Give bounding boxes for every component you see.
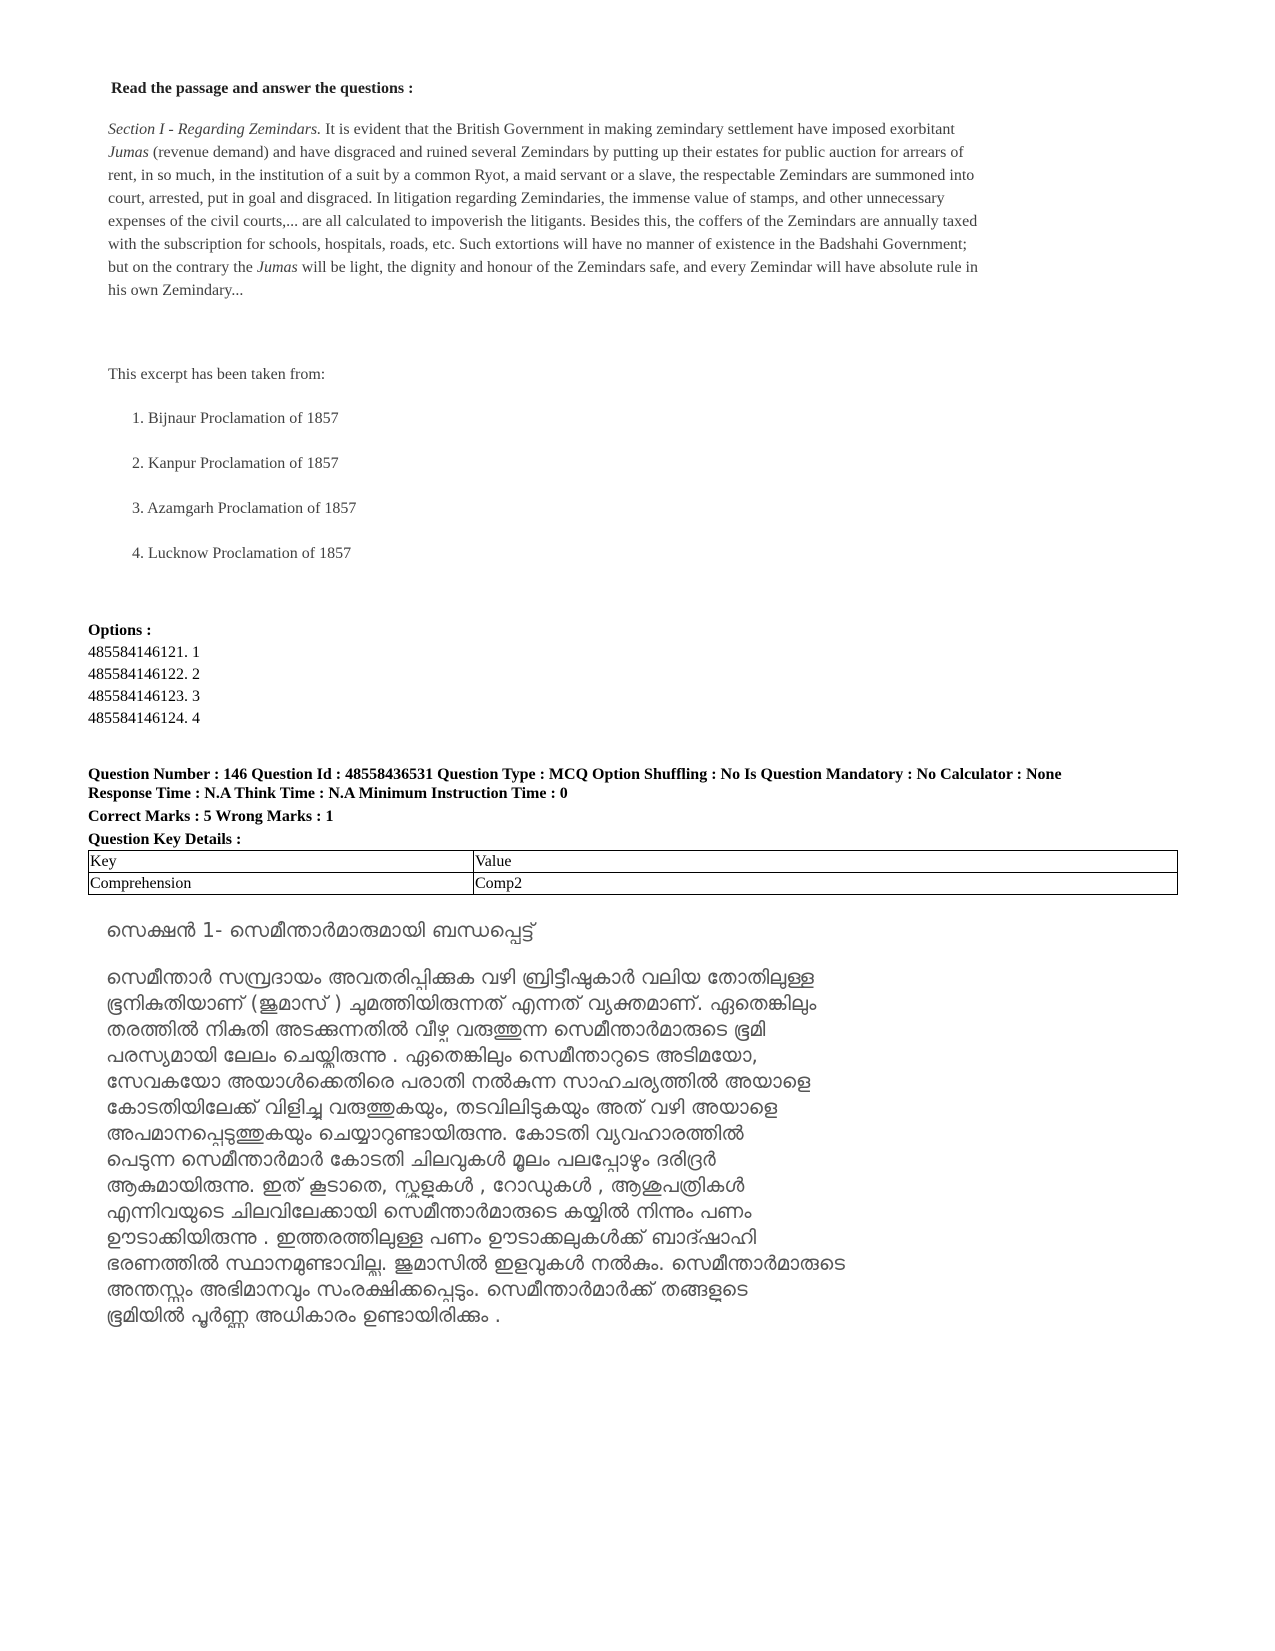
malayalam-line: ഭൂനികുതിയാണ് (ജുമാസ് ) ചുമത്തിയിരുന്നത് എന്നത് വ്യക്തമാണ്. ഏതെങ്കിലും bbox=[106, 991, 817, 1015]
table-header-value: Value bbox=[474, 851, 1178, 873]
malayalam-line: കോടതിയിലേക്ക് വിളിച്ചു വരുത്തുകയും, തടവിലിടുകയും അത് വഴി അയാളെ bbox=[106, 1095, 778, 1119]
option-item: 485584146123. 3 bbox=[88, 688, 200, 705]
passage-text-part1: It is evident that the British Government in making zemindary settlement have imposed exorbitant bbox=[321, 121, 955, 138]
passage-text bbox=[108, 118, 988, 302]
choice-item: 1. Bijnaur Proclamation of 1857 bbox=[132, 410, 339, 427]
malayalam-passage-image bbox=[106, 918, 986, 1328]
table-header-row bbox=[89, 851, 1178, 873]
passage-text-part3: will be light, the dignity and honour of the Zemindars safe, and every Zemindar will have absolute rule in his own Zemindary... bbox=[108, 259, 978, 299]
jumas-term-2: Jumas bbox=[256, 259, 298, 276]
malayalam-line: സെമീന്താർ സമ്പ്രദായം അവതരിപ്പിക്കുക വഴി ബ്രിട്ടീഷുകാർ വലിയ തോതിലുള്ള bbox=[106, 965, 814, 989]
option-item: 485584146122. 2 bbox=[88, 666, 200, 683]
options-block bbox=[88, 620, 200, 730]
choice-list bbox=[108, 408, 988, 564]
malayalam-line: അന്തസ്സും അഭിമാനവും സംരക്ഷിക്കപ്പെടും. സെമീന്താർമാർക്ക് തങ്ങളുടെ bbox=[106, 1277, 748, 1301]
question-marks: Correct Marks : 5 Wrong Marks : 1 bbox=[88, 808, 334, 825]
malayalam-line: ആകുമായിരുന്നു. ഇത് കൂടാതെ, സ്കൂളുകൾ , റോഡുകൾ , ആശുപത്രികൾ bbox=[106, 1173, 745, 1197]
choice-item: 3. Azamgarh Proclamation of 1857 bbox=[132, 500, 357, 517]
question-meta bbox=[88, 765, 1198, 849]
option-item: 485584146121. 1 bbox=[88, 644, 200, 661]
choice-item: 2. Kanpur Proclamation of 1857 bbox=[132, 455, 339, 472]
malayalam-line: അപമാനപ്പെടുത്തുകയും ചെയ്യാറുണ്ടായിരുന്നു. കോടതി വ്യവഹാരത്തിൽ bbox=[106, 1121, 744, 1145]
question-meta-line1: Question Number : 146 Question Id : 48558436531 Question Type : MCQ Option Shuffling : No Is Question Mandatory : No Calculator : None bbox=[88, 766, 1062, 783]
english-passage-image bbox=[108, 80, 988, 564]
section-label: Section I - Regarding Zemindars. bbox=[108, 121, 322, 138]
options-label: Options : bbox=[88, 622, 152, 639]
table-cell-key: Comprehension bbox=[89, 873, 474, 895]
malayalam-line: ഊടാക്കിയിരുന്നു . ഇത്തരത്തിലുള്ള പണം ഊടാക്കലുകൾക്ക് ബാദ്ഷാഹി bbox=[106, 1225, 757, 1249]
key-value-table bbox=[88, 850, 1178, 895]
malayalam-line: പരസ്യമായി ലേലം ചെയ്തിരുന്നു . ഏതെങ്കിലും സെമീന്താറുടെ അടിമയോ, bbox=[106, 1043, 758, 1067]
option-item: 485584146124. 4 bbox=[88, 710, 200, 727]
passage-heading: Read the passage and answer the questions : bbox=[111, 80, 414, 97]
excerpt-prompt: This excerpt has been taken from: bbox=[108, 366, 326, 383]
table-cell-value: Comp2 bbox=[474, 873, 1178, 895]
table-header-key: Key bbox=[89, 851, 474, 873]
malayalam-line: ഭരണത്തിൽ സ്ഥാനമുണ്ടാവില്ല. ജുമാസിൽ ഇളവുകൾ നൽകും. സെമീന്താർമാരുടെ bbox=[106, 1251, 845, 1275]
malayalam-line: ഭൂമിയിൽ പൂർണ്ണ അധികാരം ഉണ്ടായിരിക്കും . bbox=[106, 1303, 501, 1327]
jumas-term-1: Jumas bbox=[108, 144, 149, 161]
malayalam-line: തരത്തിൽ നികുതി അടക്കുന്നതിൽ വീഴ്ച വരുത്തുന്ന സെമീന്താർമാരുടെ ഭൂമി bbox=[106, 1017, 766, 1041]
malayalam-heading: സെക്ഷൻ 1- സെമീന്താർമാരുമായി ബന്ധപ്പെട്ട് bbox=[106, 918, 535, 942]
malayalam-line: പെടുന്ന സെമീന്താർമാർ കോടതി ചിലവുകൾ മൂലം പലപ്പോഴും ദരിദ്രർ bbox=[106, 1147, 716, 1171]
malayalam-line: എന്നിവയുടെ ചിലവിലേക്കായി സെമീന്താർമാരുടെ കയ്യിൽ നിന്നും പണം bbox=[106, 1199, 752, 1223]
malayalam-line: സേവകയോ അയാൾക്കെതിരെ പരാതി നൽകുന്ന സാഹചര്യത്തിൽ അയാളെ bbox=[106, 1069, 811, 1093]
question-meta-line2: Response Time : N.A Think Time : N.A Minimum Instruction Time : 0 bbox=[88, 785, 568, 802]
key-details-label: Question Key Details : bbox=[88, 831, 242, 848]
passage-text-part2: (revenue demand) and have disgraced and ruined several Zemindars by putting up their estates for public auction for arrears of rent, in so much, in the institution of a suit by a common Ryot, a maid servant or a slave, the respectable Zemindars are summoned into court, arrested, put in goal and disgraced. In litigation regarding Zemindaries, the immense value of stamps, and other unnecessary expenses of the civil courts,... are all calculated to impoverish the litigants. Besides this, the coffers of the Zemindars are annually taxed with the subscription for schools, hospitals, roads, etc. Such extortions will have no manner of existence in the Badshahi Government; but on the contrary the bbox=[108, 144, 978, 276]
table-row bbox=[89, 873, 1178, 895]
choice-item: 4. Lucknow Proclamation of 1857 bbox=[132, 545, 352, 562]
